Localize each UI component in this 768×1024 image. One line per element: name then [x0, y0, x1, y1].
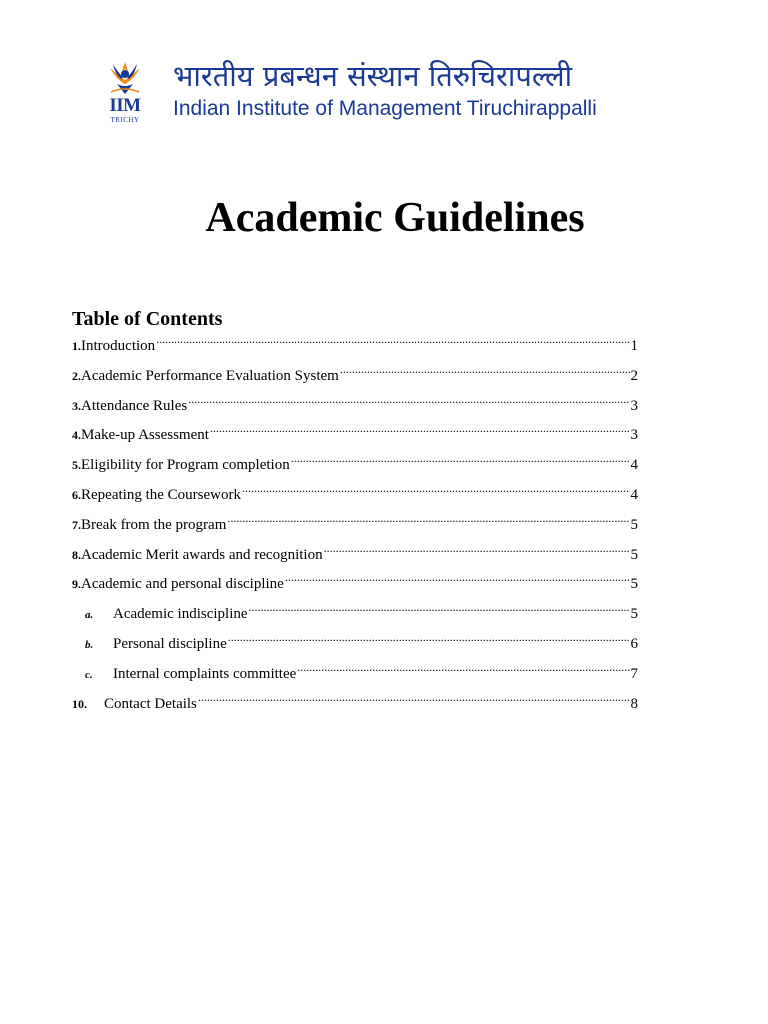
toc-label: Internal complaints committee — [113, 665, 297, 682]
toc-dot-leader — [324, 547, 630, 559]
toc-page-number: 1 — [630, 338, 638, 354]
toc-entry-introduction[interactable] — [72, 333, 638, 363]
toc-dot-leader — [227, 517, 629, 529]
toc-number: c. — [85, 668, 93, 681]
toc-page-number: 7 — [630, 665, 638, 682]
logo-text: IIM — [109, 95, 141, 116]
toc-label: Attendance Rules — [81, 397, 188, 414]
toc-dot-leader — [210, 427, 630, 439]
toc-number: 2. — [72, 368, 81, 383]
document-title: Academic Guidelines — [205, 195, 585, 241]
toc-entry-evaluation-system[interactable] — [72, 363, 638, 393]
toc-dot-leader — [228, 636, 630, 648]
toc-label: Introduction — [81, 338, 156, 354]
toc-number: 6. — [72, 487, 81, 502]
toc-label: Academic indiscipline — [113, 606, 248, 623]
toc-number: 7. — [72, 517, 81, 532]
toc-number: 9. — [72, 577, 81, 592]
toc-entry-attendance-rules[interactable] — [72, 393, 638, 423]
toc-number: a. — [85, 609, 94, 622]
toc-label: Break from the program — [81, 516, 227, 533]
toc-number: b. — [85, 638, 94, 651]
toc-number: 1. — [72, 339, 81, 353]
toc-number: 4. — [72, 428, 81, 443]
toc-page-number: 5 — [630, 516, 638, 533]
toc-page-number: 4 — [630, 486, 638, 503]
toc-dot-leader — [156, 338, 629, 350]
toc-label: Make-up Assessment — [81, 427, 209, 444]
toc-page-number: 8 — [630, 695, 638, 712]
toc-entry-complaints-committee[interactable] — [72, 661, 638, 691]
toc-page-number: 5 — [630, 576, 638, 593]
toc-entry-discipline[interactable] — [72, 571, 638, 601]
toc-label: Eligibility for Program completion — [81, 457, 290, 474]
toc-dot-leader — [291, 457, 630, 469]
toc-dot-leader — [340, 368, 630, 380]
toc-label: Personal discipline — [113, 635, 227, 652]
toc-page-number: 5 — [630, 546, 638, 563]
toc-page-number: 3 — [630, 397, 638, 414]
logo-subtext: TRICHY — [110, 116, 140, 124]
toc-label: Academic Performance Evaluation System — [81, 367, 339, 384]
toc-entry-merit-awards[interactable] — [72, 542, 638, 572]
institute-header — [103, 58, 683, 130]
toc-entry-break-from-program[interactable] — [72, 512, 638, 542]
toc-page-number: 6 — [630, 635, 638, 652]
toc-dot-leader — [297, 666, 629, 678]
toc-entry-repeating-coursework[interactable] — [72, 482, 638, 512]
toc-dot-leader — [188, 398, 629, 410]
toc-page-number: 2 — [630, 367, 638, 384]
toc-dot-leader — [242, 487, 630, 499]
toc-entry-contact-details[interactable] — [72, 691, 638, 721]
toc-page-number: 4 — [630, 457, 638, 474]
toc-label: Repeating the Coursework — [81, 486, 241, 503]
toc-heading: Table of Contents — [72, 308, 223, 330]
toc-dot-leader — [198, 696, 630, 708]
toc-number: 10. — [72, 696, 87, 711]
toc-entry-make-up-assessment[interactable] — [72, 422, 638, 452]
toc-number: 5. — [72, 458, 81, 473]
toc-entry-academic-indiscipline[interactable] — [72, 601, 638, 631]
toc-dot-leader — [249, 606, 630, 618]
toc-number: 3. — [72, 398, 81, 413]
toc-page-number: 3 — [630, 427, 638, 444]
institute-name-english: Indian Institute of Management Tiruchirappalli — [173, 97, 597, 120]
toc-label: Contact Details — [104, 695, 197, 712]
toc-page-number: 5 — [630, 606, 638, 623]
toc-label: Academic Merit awards and recognition — [81, 546, 323, 563]
flame-emblem-icon — [107, 58, 143, 96]
toc-entry-eligibility[interactable] — [72, 452, 638, 482]
institute-name-hindi: भारतीय प्रबन्धन संस्थान तिरुचिरापल्ली — [173, 59, 573, 93]
toc-dot-leader — [285, 576, 630, 588]
iim-logo — [103, 58, 147, 130]
toc-number: 8. — [72, 547, 81, 562]
toc-entry-personal-discipline[interactable] — [72, 631, 638, 661]
toc-label: Academic and personal discipline — [81, 576, 284, 593]
table-of-contents — [72, 333, 638, 720]
